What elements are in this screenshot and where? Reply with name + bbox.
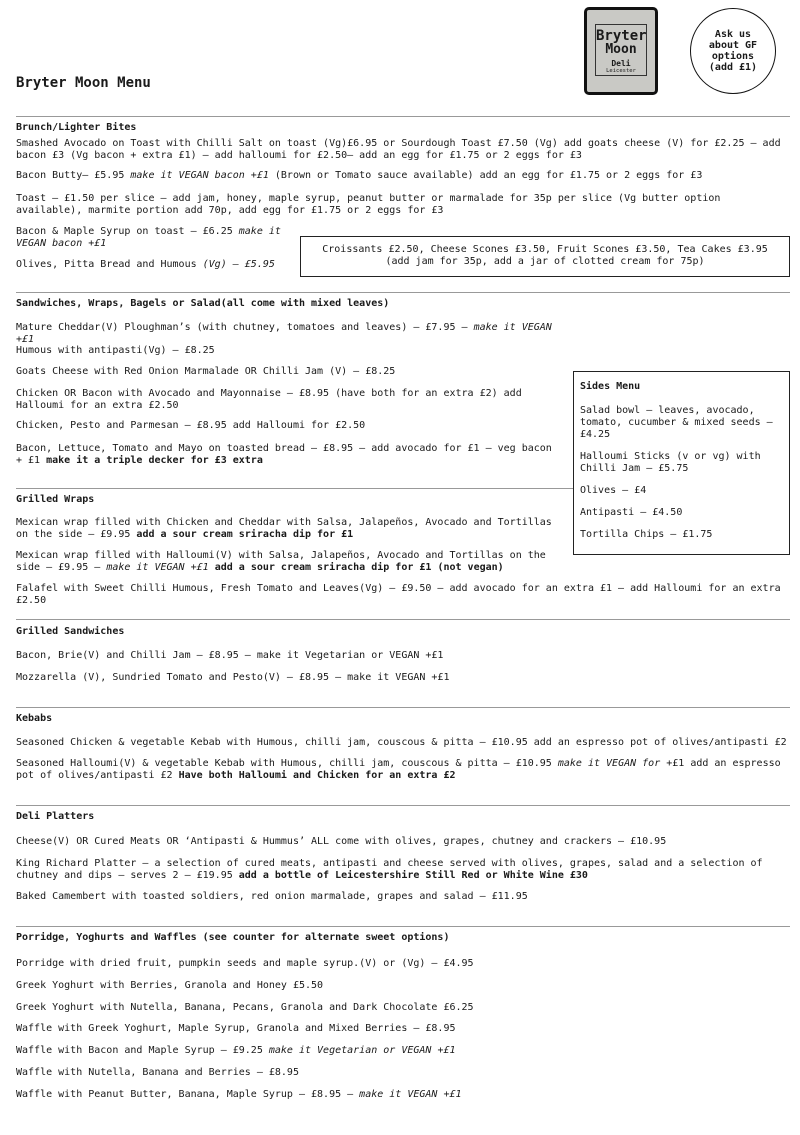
sandwiches-heading: Sandwiches, Wraps, Bagels or Salad(all come with mixed leaves) xyxy=(16,298,390,309)
bakery-line-2: (add jam for 35p, add a jar of clotted cream for 75p) xyxy=(385,256,705,267)
item-text: Waffle with Peanut Butter, Banana, Maple Syrup – £8.95 – xyxy=(16,1089,360,1100)
gf-line-1: Ask us xyxy=(714,29,752,40)
menu-item: Smashed Avocado on Toast with Chilli Salt on toast (Vg)£6.95 or Sourdough Toast £7.50 (Vg) add goats cheese (V) for £2.25 – add bacon £3 (Vg bacon + extra £1) – add halloumi for £2.50– add an egg for £1.75 or 2 eggs for £3 xyxy=(16,138,781,161)
item-text: King Richard Platter – a selection of cured meats, antipasti and cheese served with olives, grapes, salad and a selection of chutney and dips – serves 2 – £19.95 xyxy=(16,858,763,881)
menu-item xyxy=(16,517,556,541)
divider xyxy=(16,619,790,620)
menu-item: Goats Cheese with Red Onion Marmalade OR Chilli Jam (V) – £8.25 xyxy=(16,366,396,377)
sides-item: Antipasti – £4.50 xyxy=(580,507,683,518)
item-upsell: Have both Halloumi and Chicken for an extra £2 xyxy=(178,770,456,781)
logo xyxy=(584,7,658,95)
menu-item xyxy=(16,1089,790,1101)
grilled-sandwiches-heading: Grilled Sandwiches xyxy=(16,626,125,637)
item-upsell: add a bottle of Leicestershire Still Red or White Wine £30 xyxy=(238,870,588,881)
menu-item: Seasoned Chicken & vegetable Kebab with Humous, chilli jam, couscous & pitta – £10.95 add an espresso pot of olives/antipasti £2 xyxy=(16,737,787,748)
bakery-line-1: Croissants £2.50, Cheese Scones £3.50, Fruit Scones £3.50, Tea Cakes £3.95 xyxy=(322,244,768,255)
sides-item: Olives – £4 xyxy=(580,485,647,496)
item-text: Bacon, Lettuce, Tomato and Mayo on toasted bread – £8.95 – add avocado for £1 – veg bacon + £1 xyxy=(16,443,552,466)
item-vegan-note: make it Vegetarian or VEGAN +£1 xyxy=(268,1045,456,1056)
menu-item: Greek Yoghurt with Nutella, Banana, Pecans, Granola and Dark Chocolate £6.25 xyxy=(16,1002,474,1013)
item-vegan-note: make it VEGAN bacon +£1 xyxy=(16,226,281,249)
menu-item: Mozzarella (V), Sundried Tomato and Pesto(V) – £8.95 – make it VEGAN +£1 xyxy=(16,672,450,683)
logo-line-2: Moon xyxy=(605,42,637,57)
menu-item: Baked Camembert with toasted soldiers, red onion marmalade, grapes and salad – £11.95 xyxy=(16,891,528,902)
kebabs-heading: Kebabs xyxy=(16,713,53,724)
item-upsell: add a sour cream sriracha dip for £1 (not vegan) xyxy=(208,562,504,573)
gf-line-3: options xyxy=(711,51,755,62)
divider xyxy=(16,805,790,806)
logo-line-3: Deli xyxy=(611,59,631,68)
menu-item: Chicken, Pesto and Parmesan – £8.95 add Halloumi for £2.50 xyxy=(16,420,366,431)
gf-line-2: about GF xyxy=(708,40,758,51)
divider xyxy=(16,707,790,708)
menu-item: Waffle with Greek Yoghurt, Maple Syrup, Granola and Mixed Berries – £8.95 xyxy=(16,1023,456,1034)
item-vegan-note: make it VEGAN for xyxy=(557,758,661,769)
porridge-heading: Porridge, Yoghurts and Waffles (see counter for alternate sweet options) xyxy=(16,932,450,943)
wraps-heading: Grilled Wraps xyxy=(16,494,95,505)
logo-frame xyxy=(595,24,647,76)
divider xyxy=(16,926,790,927)
item-text: Olives, Pitta Bread and Humous xyxy=(16,259,203,270)
menu-item: Falafel with Sweet Chilli Humous, Fresh Tomato and Leaves(Vg) – £9.50 – add avocado for an extra £1 – add Halloumi for an extra £2.50 xyxy=(16,583,781,606)
bakery-box xyxy=(300,236,790,277)
item-text: Waffle with Bacon and Maple Syrup – £9.25 xyxy=(16,1045,269,1056)
item-vegan-note: make it VEGAN +£1 xyxy=(16,322,552,345)
item-vegan-note: make it VEGAN +£1 xyxy=(106,562,209,573)
item-text: +£1 add an espresso pot of olives/antipasti £2 xyxy=(16,758,781,781)
page-title: Bryter Moon Menu xyxy=(16,75,151,91)
menu-item xyxy=(16,170,790,182)
menu-item xyxy=(16,259,296,271)
item-note: (Vg) – £5.95 xyxy=(202,259,275,270)
platters-heading: Deli Platters xyxy=(16,811,95,822)
sides-item: Salad bowl – leaves, avocado, tomato, cucumber & mixed seeds – £4.25 xyxy=(580,405,773,440)
menu-item: Chicken OR Bacon with Avocado and Mayonnaise – £8.95 (have both for an extra £2) add Halloumi for an extra £2.50 xyxy=(16,388,522,411)
menu-item: Bacon, Brie(V) and Chilli Jam – £8.95 – make it Vegetarian or VEGAN +£1 xyxy=(16,650,444,661)
menu-item xyxy=(16,1045,790,1057)
gf-options-badge xyxy=(690,8,776,94)
menu-item xyxy=(16,226,286,250)
divider xyxy=(16,116,790,117)
menu-item xyxy=(16,550,556,574)
menu-item: Humous with antipasti(Vg) – £8.25 xyxy=(16,345,215,356)
item-text: Seasoned Halloumi(V) & vegetable Kebab with Humous, chilli jam, couscous & pitta – £10.95 xyxy=(16,758,558,769)
logo-line-1: Bryter xyxy=(596,28,647,44)
menu-item xyxy=(16,443,556,467)
item-text: Bacon Butty– £5.95 xyxy=(16,170,131,181)
item-text: Mexican wrap filled with Chicken and Cheddar with Salsa, Jalapeños, Avocado and Tortillas on the side – £9.95 xyxy=(16,517,552,540)
item-upsell: make it a triple decker for £3 extra xyxy=(46,455,263,466)
menu-item: Waffle with Nutella, Banana and Berries – £8.95 xyxy=(16,1067,299,1078)
sides-item: Halloumi Sticks (v or vg) with Chilli Jam – £5.75 xyxy=(580,451,761,474)
item-upsell: add a sour cream sriracha dip for £1 xyxy=(136,529,354,540)
menu-item xyxy=(16,322,556,346)
menu-item: Toast – £1.50 per slice – add jam, honey, maple syrup, peanut butter or marmalade for 35p per slice (Vg butter option available), marmite portion add 70p, add egg for £1.75 or 2 eggs for £3 xyxy=(16,193,721,216)
menu-item: Cheese(V) OR Cured Meats OR ‘Antipasti & Hummus’ ALL come with olives, grapes, chutney and crackers – £10.95 xyxy=(16,836,667,847)
item-text: (Brown or Tomato sauce available) add an egg for £1.75 or 2 eggs for £3 xyxy=(268,170,703,181)
sides-item: Tortilla Chips – £1.75 xyxy=(580,529,713,540)
divider xyxy=(16,488,573,489)
item-text: Mature Cheddar(V) Ploughman’s (with chutney, tomatoes and leaves) – £7.95 – xyxy=(16,322,474,333)
item-text: Mexican wrap filled with Halloumi(V) with Salsa, Jalapeños, Avocado and Tortillas on the side – £9.95 – xyxy=(16,550,546,573)
menu-item: Porridge with dried fruit, pumpkin seeds and maple syrup.(V) or (Vg) – £4.95 xyxy=(16,958,474,969)
divider xyxy=(16,292,790,293)
menu-item: Greek Yoghurt with Berries, Granola and Honey £5.50 xyxy=(16,980,324,991)
item-vegan-note: make it VEGAN +£1 xyxy=(359,1089,462,1100)
logo-line-4: Leicester xyxy=(606,68,636,74)
brunch-heading: Brunch/Lighter Bites xyxy=(16,122,137,133)
menu-item xyxy=(16,758,790,782)
item-text: Bacon & Maple Syrup on toast – £6.25 xyxy=(16,226,239,237)
item-vegan-note: make it VEGAN bacon +£1 xyxy=(130,170,269,181)
menu-item xyxy=(16,858,790,882)
sides-menu-box xyxy=(573,371,790,555)
sides-heading: Sides Menu xyxy=(580,381,641,392)
gf-line-4: (add £1) xyxy=(708,62,758,73)
